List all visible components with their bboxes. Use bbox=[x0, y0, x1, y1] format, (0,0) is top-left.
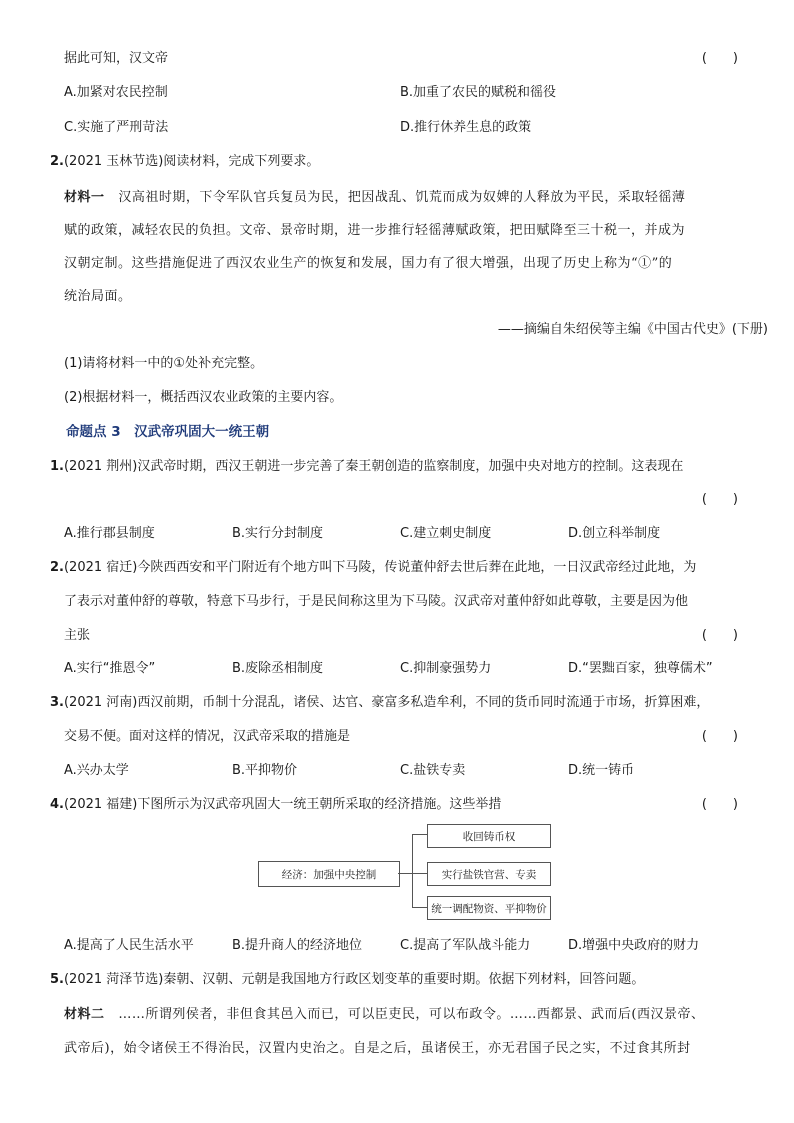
diagram-branch: 收回铸币权 bbox=[427, 824, 551, 848]
option-a[interactable]: A.提高了人民生活水平 bbox=[64, 938, 194, 953]
option-c[interactable]: C.盐铁专卖 bbox=[400, 763, 466, 778]
question-stem: 据此可知，汉文帝 bbox=[64, 51, 169, 66]
question-stem: (2021 玉林节选)阅读材料，完成下列要求。 bbox=[63, 154, 320, 169]
connector-line bbox=[412, 907, 427, 908]
question-stem: (2021 宿迁)今陕西西安和平门附近有个地方叫下马陵，传说董仲舒去世后葬在此地，一日汉武帝经过此地，为 bbox=[63, 560, 697, 575]
question-stem: 主张 bbox=[64, 628, 91, 643]
answer-bracket[interactable]: ( ) bbox=[701, 628, 738, 643]
option-c[interactable]: C.建立刺史制度 bbox=[400, 526, 492, 541]
question-stem: (2021 菏泽节选)秦朝、汉朝、元朝是我国地方行政区划变革的重要时期。依据下列材料，回答问题。 bbox=[63, 972, 645, 987]
connector-line bbox=[412, 873, 427, 874]
option-b[interactable]: B.平抑物价 bbox=[232, 763, 298, 778]
option-b[interactable]: B.实行分封制度 bbox=[232, 526, 324, 541]
material-line: 材料二 ……所谓列侯者，非但食其邑入而已，可以臣吏民，可以布政令。……西都景、武而后(西汉景帝、 bbox=[64, 1007, 705, 1022]
option-a[interactable]: A.兴办太学 bbox=[64, 763, 129, 778]
option-b[interactable]: B.加重了农民的赋税和徭役 bbox=[400, 85, 557, 100]
material-line: 汉朝定制。这些措施促进了西汉农业生产的恢复和发展，国力有了很大增强，出现了历史上称为“①”的 bbox=[64, 256, 673, 271]
option-d[interactable]: D.推行休养生息的政策 bbox=[400, 120, 532, 135]
question-number: 3. bbox=[50, 695, 64, 710]
sub-question-2: (2)根据材料一，概括西汉农业政策的主要内容。 bbox=[64, 390, 343, 405]
question-number: 1. bbox=[50, 459, 64, 474]
diagram-branch: 统一调配物资、平抑物价 bbox=[427, 896, 551, 920]
question-number: 2. bbox=[50, 560, 64, 575]
sub-question-1: (1)请将材料一中的①处补充完整。 bbox=[64, 356, 264, 371]
option-d[interactable]: D.增强中央政府的财力 bbox=[568, 938, 700, 953]
option-b[interactable]: B.提升商人的经济地位 bbox=[232, 938, 363, 953]
material-line: 统治局面。 bbox=[64, 289, 132, 304]
answer-bracket[interactable]: ( ) bbox=[701, 492, 738, 507]
question-2 bbox=[50, 556, 696, 575]
material-line: 武帝后)，始令诸侯王不得治民，汉置内史治之。自是之后，虽诸侯王，亦无君国子民之实，不过食其所封 bbox=[64, 1041, 691, 1056]
diagram-branch: 实行盐铁官营、专卖 bbox=[427, 862, 551, 886]
option-d[interactable]: D.创立科举制度 bbox=[568, 526, 661, 541]
connector-line bbox=[398, 873, 412, 874]
option-c[interactable]: C.实施了严刑苛法 bbox=[64, 120, 169, 135]
question-5 bbox=[50, 968, 644, 987]
option-c[interactable]: C.提高了军队战斗能力 bbox=[400, 938, 531, 953]
question-4 bbox=[50, 793, 501, 812]
material-label: 材料一 bbox=[64, 190, 105, 205]
material-source: ——摘编自朱绍侯等主编《中国古代史》(下册) bbox=[497, 322, 768, 337]
option-d[interactable]: D.统一铸币 bbox=[568, 763, 635, 778]
material-label: 材料二 bbox=[64, 1007, 105, 1022]
option-b[interactable]: B.废除丞相制度 bbox=[232, 661, 324, 676]
option-a[interactable]: A.推行郡县制度 bbox=[64, 526, 155, 541]
answer-bracket[interactable]: ( ) bbox=[701, 729, 738, 744]
question-stem: (2021 福建)下图所示为汉武帝巩固大一统王朝所采取的经济措施。这些举措 bbox=[63, 797, 502, 812]
material-line: 材料一 汉高祖时期，下令军队官兵复员为民，把因战乱、饥荒而成为奴婢的人释放为平民，采取轻徭薄 bbox=[64, 190, 686, 205]
option-c[interactable]: C.抑制豪强势力 bbox=[400, 661, 492, 676]
option-a[interactable]: A.加紧对农民控制 bbox=[64, 85, 168, 100]
question-number: 4. bbox=[50, 797, 64, 812]
answer-bracket[interactable]: ( ) bbox=[701, 51, 738, 66]
connector-line bbox=[412, 834, 427, 835]
question-3 bbox=[50, 691, 709, 710]
material-line: 赋的政策，减轻农民的负担。文帝、景帝时期，进一步推行轻徭薄赋政策，把田赋降至三十税一，并成为 bbox=[64, 223, 686, 238]
option-a[interactable]: A.实行“推恩令” bbox=[64, 661, 156, 676]
section-heading: 命题点 3 汉武帝巩固大一统王朝 bbox=[66, 424, 270, 440]
answer-bracket[interactable]: ( ) bbox=[701, 797, 738, 812]
question-stem: (2021 河南)西汉前期，币制十分混乱，诸侯、达官、豪富多私造牟利，不同的货币同时流通于市场，折算困难， bbox=[63, 695, 710, 710]
question-number: 5. bbox=[50, 972, 64, 987]
question-stem: 交易不便。面对这样的情况，汉武帝采取的措施是 bbox=[64, 729, 351, 744]
question-1 bbox=[50, 455, 683, 474]
question-2 bbox=[50, 150, 319, 169]
question-stem: (2021 荆州)汉武帝时期，西汉王朝进一步完善了秦王朝创造的监察制度，加强中央对地方的控制。这表现在 bbox=[63, 459, 684, 474]
question-stem: 了表示对董仲舒的尊敬，特意下马步行，于是民间称这里为下马陵。汉武帝对董仲舒如此尊敬，主要是因为他 bbox=[64, 594, 689, 609]
question-number: 2. bbox=[50, 154, 64, 169]
connector-line bbox=[412, 834, 413, 908]
option-d[interactable]: D.“罢黜百家，独尊儒术” bbox=[568, 661, 713, 676]
diagram-root: 经济：加强中央控制 bbox=[258, 861, 400, 887]
